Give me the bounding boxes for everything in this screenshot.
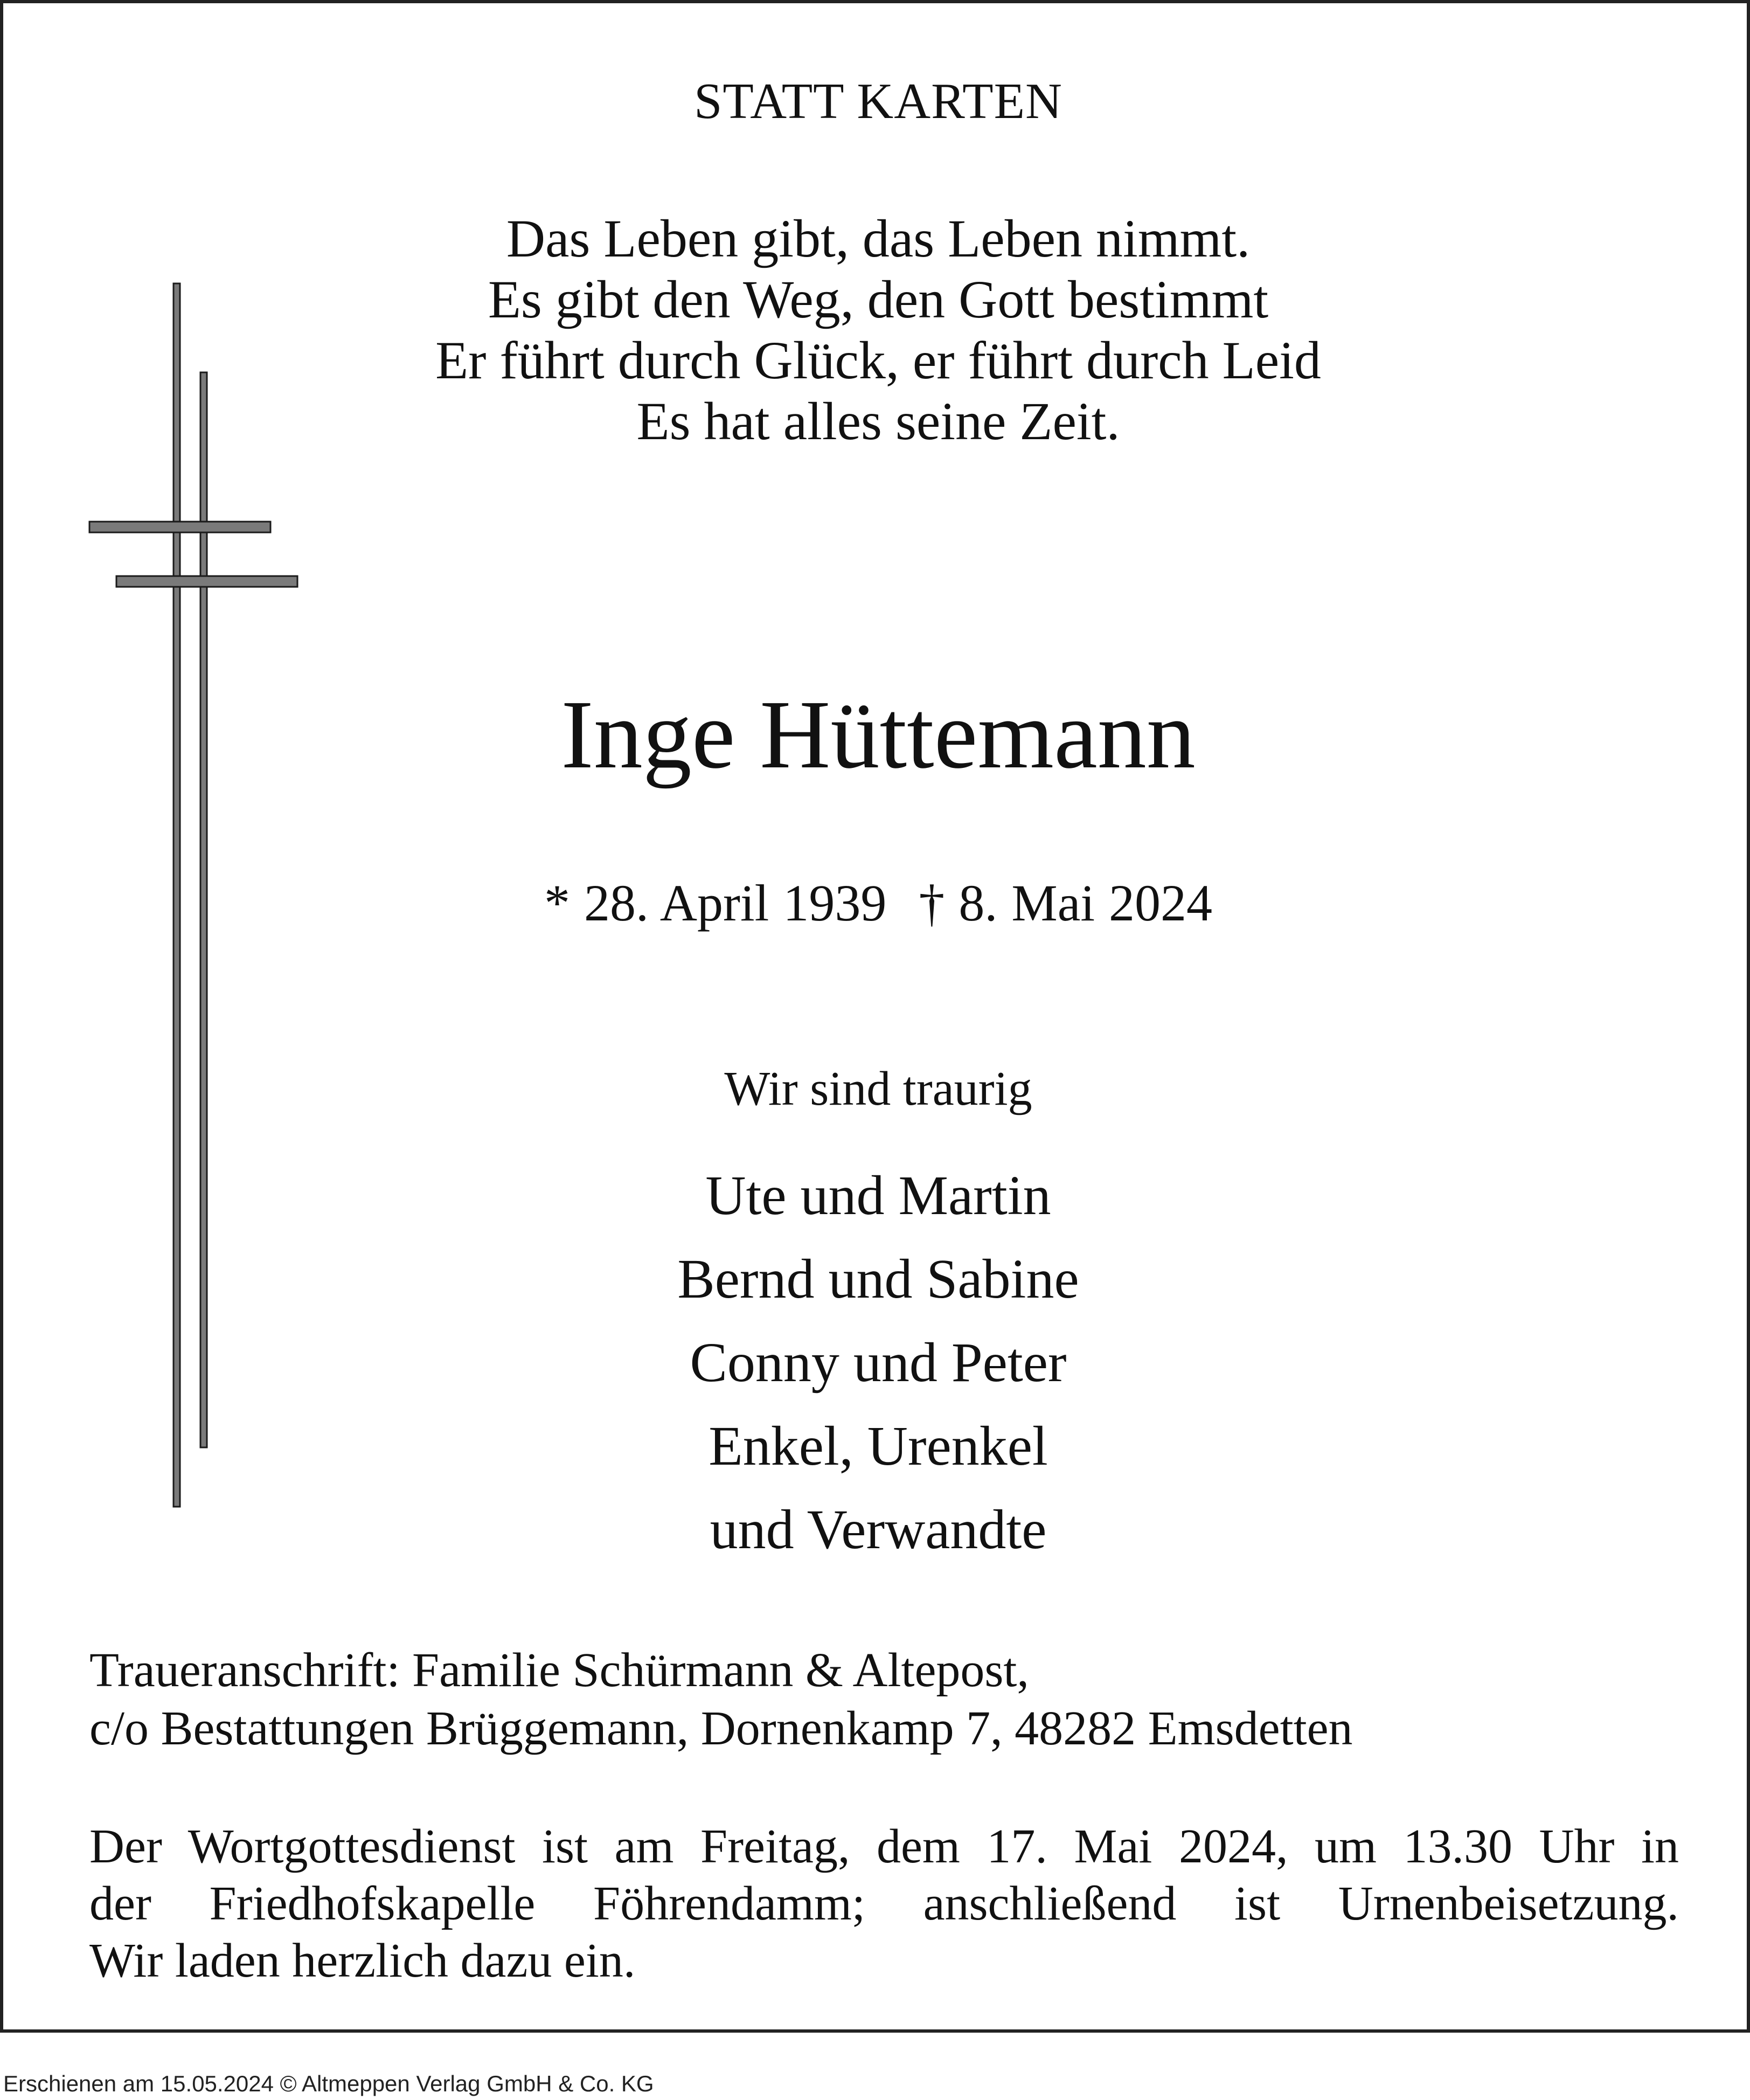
mourner: und Verwandte xyxy=(710,1499,1047,1561)
address-line: Traueranschrift: Familie Schürmann & Altepost, xyxy=(89,1644,1029,1697)
publication-footer: Erschienen am 15.05.2024 © Altmeppen Verlag GmbH & Co. KG xyxy=(3,2071,654,2096)
verse-line: Das Leben gibt, das Leben nimmt. xyxy=(506,209,1251,268)
verse-line: Er führt durch Glück, er führt durch Leid xyxy=(435,330,1321,390)
verse-line: Es gibt den Weg, den Gott bestimmt xyxy=(488,269,1269,329)
birth-date: * 28. April 1939 xyxy=(544,874,887,932)
service-line: Wir laden herzlich dazu ein. xyxy=(89,1934,636,1987)
mourner: Enkel, Urenkel xyxy=(709,1415,1048,1477)
address-line: c/o Bestattungen Brüggemann, Dornenkamp 7, 48282 Emsdetten xyxy=(89,1702,1353,1755)
mourner: Ute und Martin xyxy=(705,1165,1051,1226)
mourner: Conny und Peter xyxy=(690,1332,1067,1394)
service-line: der Friedhofskapelle Föhrendamm; anschließend ist Urnenbeisetzung. xyxy=(89,1877,1679,1930)
death-date: † 8. Mai 2024 xyxy=(919,874,1212,932)
service-line: Der Wortgottesdienst ist am Freitag, dem 17. Mai 2024, um 13.30 Uhr in xyxy=(89,1820,1679,1873)
mourners-list xyxy=(3,1154,1750,1571)
service-info xyxy=(89,1818,1679,1990)
statt-karten-heading: STATT KARTEN xyxy=(694,73,1062,129)
life-dates xyxy=(3,871,1750,935)
condolence-address xyxy=(89,1641,1353,1758)
mourner: Bernd und Sabine xyxy=(677,1248,1079,1310)
mourning-intro: Wir sind traurig xyxy=(724,1062,1032,1115)
verse-line: Es hat alles seine Zeit. xyxy=(636,391,1120,451)
deceased-name: Inge Hüttemann xyxy=(561,681,1196,789)
